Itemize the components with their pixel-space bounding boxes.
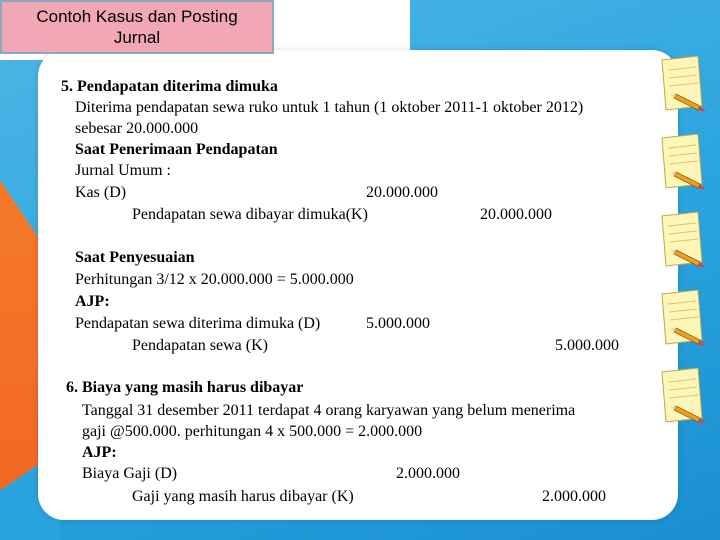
section6-heading: 6. Biaya yang masih harus dibayar xyxy=(66,379,304,396)
section5-adj1-account: Pendapatan sewa diterima dimuka (D) xyxy=(75,315,321,332)
note-pencil-icon xyxy=(660,134,708,192)
section5-description-line2: sebesar 20.000.000 xyxy=(75,120,199,137)
section5-entry1-account: Kas (D) xyxy=(75,184,127,201)
section5-subheading: Saat Penerimaan Pendapatan xyxy=(75,141,278,158)
section5-heading: 5. Pendapatan diterima dimuka xyxy=(61,78,278,95)
section6-description-line1: Tanggal 31 desember 2011 terdapat 4 orang karyawan yang belum menerima xyxy=(82,402,576,419)
section5-adj2-amount: 5.000.000 xyxy=(555,337,619,354)
section5-description-line1: Diterima pendapatan sewa ruko untuk 1 tahun (1 oktober 2011-1 oktober 2012) xyxy=(75,99,584,116)
section6-entry1-amount: 2.000.000 xyxy=(396,465,460,482)
section5-adj1-amount: 5.000.000 xyxy=(366,315,430,332)
section6-description-line2: gaji @500.000. perhitungan 4 x 500.000 = 2.000.000 xyxy=(82,423,423,440)
section5-ajp-label: AJP: xyxy=(75,293,110,310)
section5-jurnal-umum: Jurnal Umum : xyxy=(75,162,171,179)
note-pencil-icon xyxy=(660,212,708,270)
section6-entry2-account: Gaji yang masih harus dibayar (K) xyxy=(132,488,354,505)
section6-entry1-account: Biaya Gaji (D) xyxy=(82,465,178,482)
note-pencil-icon xyxy=(660,290,708,348)
section5-entry1-amount: 20.000.000 xyxy=(366,184,438,201)
section5-adjust-heading: Saat Penyesuaian xyxy=(75,249,195,266)
note-pencil-icon xyxy=(660,368,708,426)
section5-calculation: Perhitungan 3/12 x 20.000.000 = 5.000.000 xyxy=(75,271,354,288)
slide-title-line2: Jurnal xyxy=(113,28,161,47)
slide-title xyxy=(0,0,274,54)
section6-ajp-label: AJP: xyxy=(82,444,117,461)
section5-entry2-account: Pendapatan sewa dibayar dimuka(K) xyxy=(132,206,368,223)
slide-title-line1: Contoh Kasus dan Posting xyxy=(36,7,238,26)
note-pencil-icon xyxy=(660,56,708,114)
section5-entry2-amount: 20.000.000 xyxy=(480,206,552,223)
section6-entry2-amount: 2.000.000 xyxy=(542,488,606,505)
section5-adj2-account: Pendapatan sewa (K) xyxy=(132,337,268,354)
